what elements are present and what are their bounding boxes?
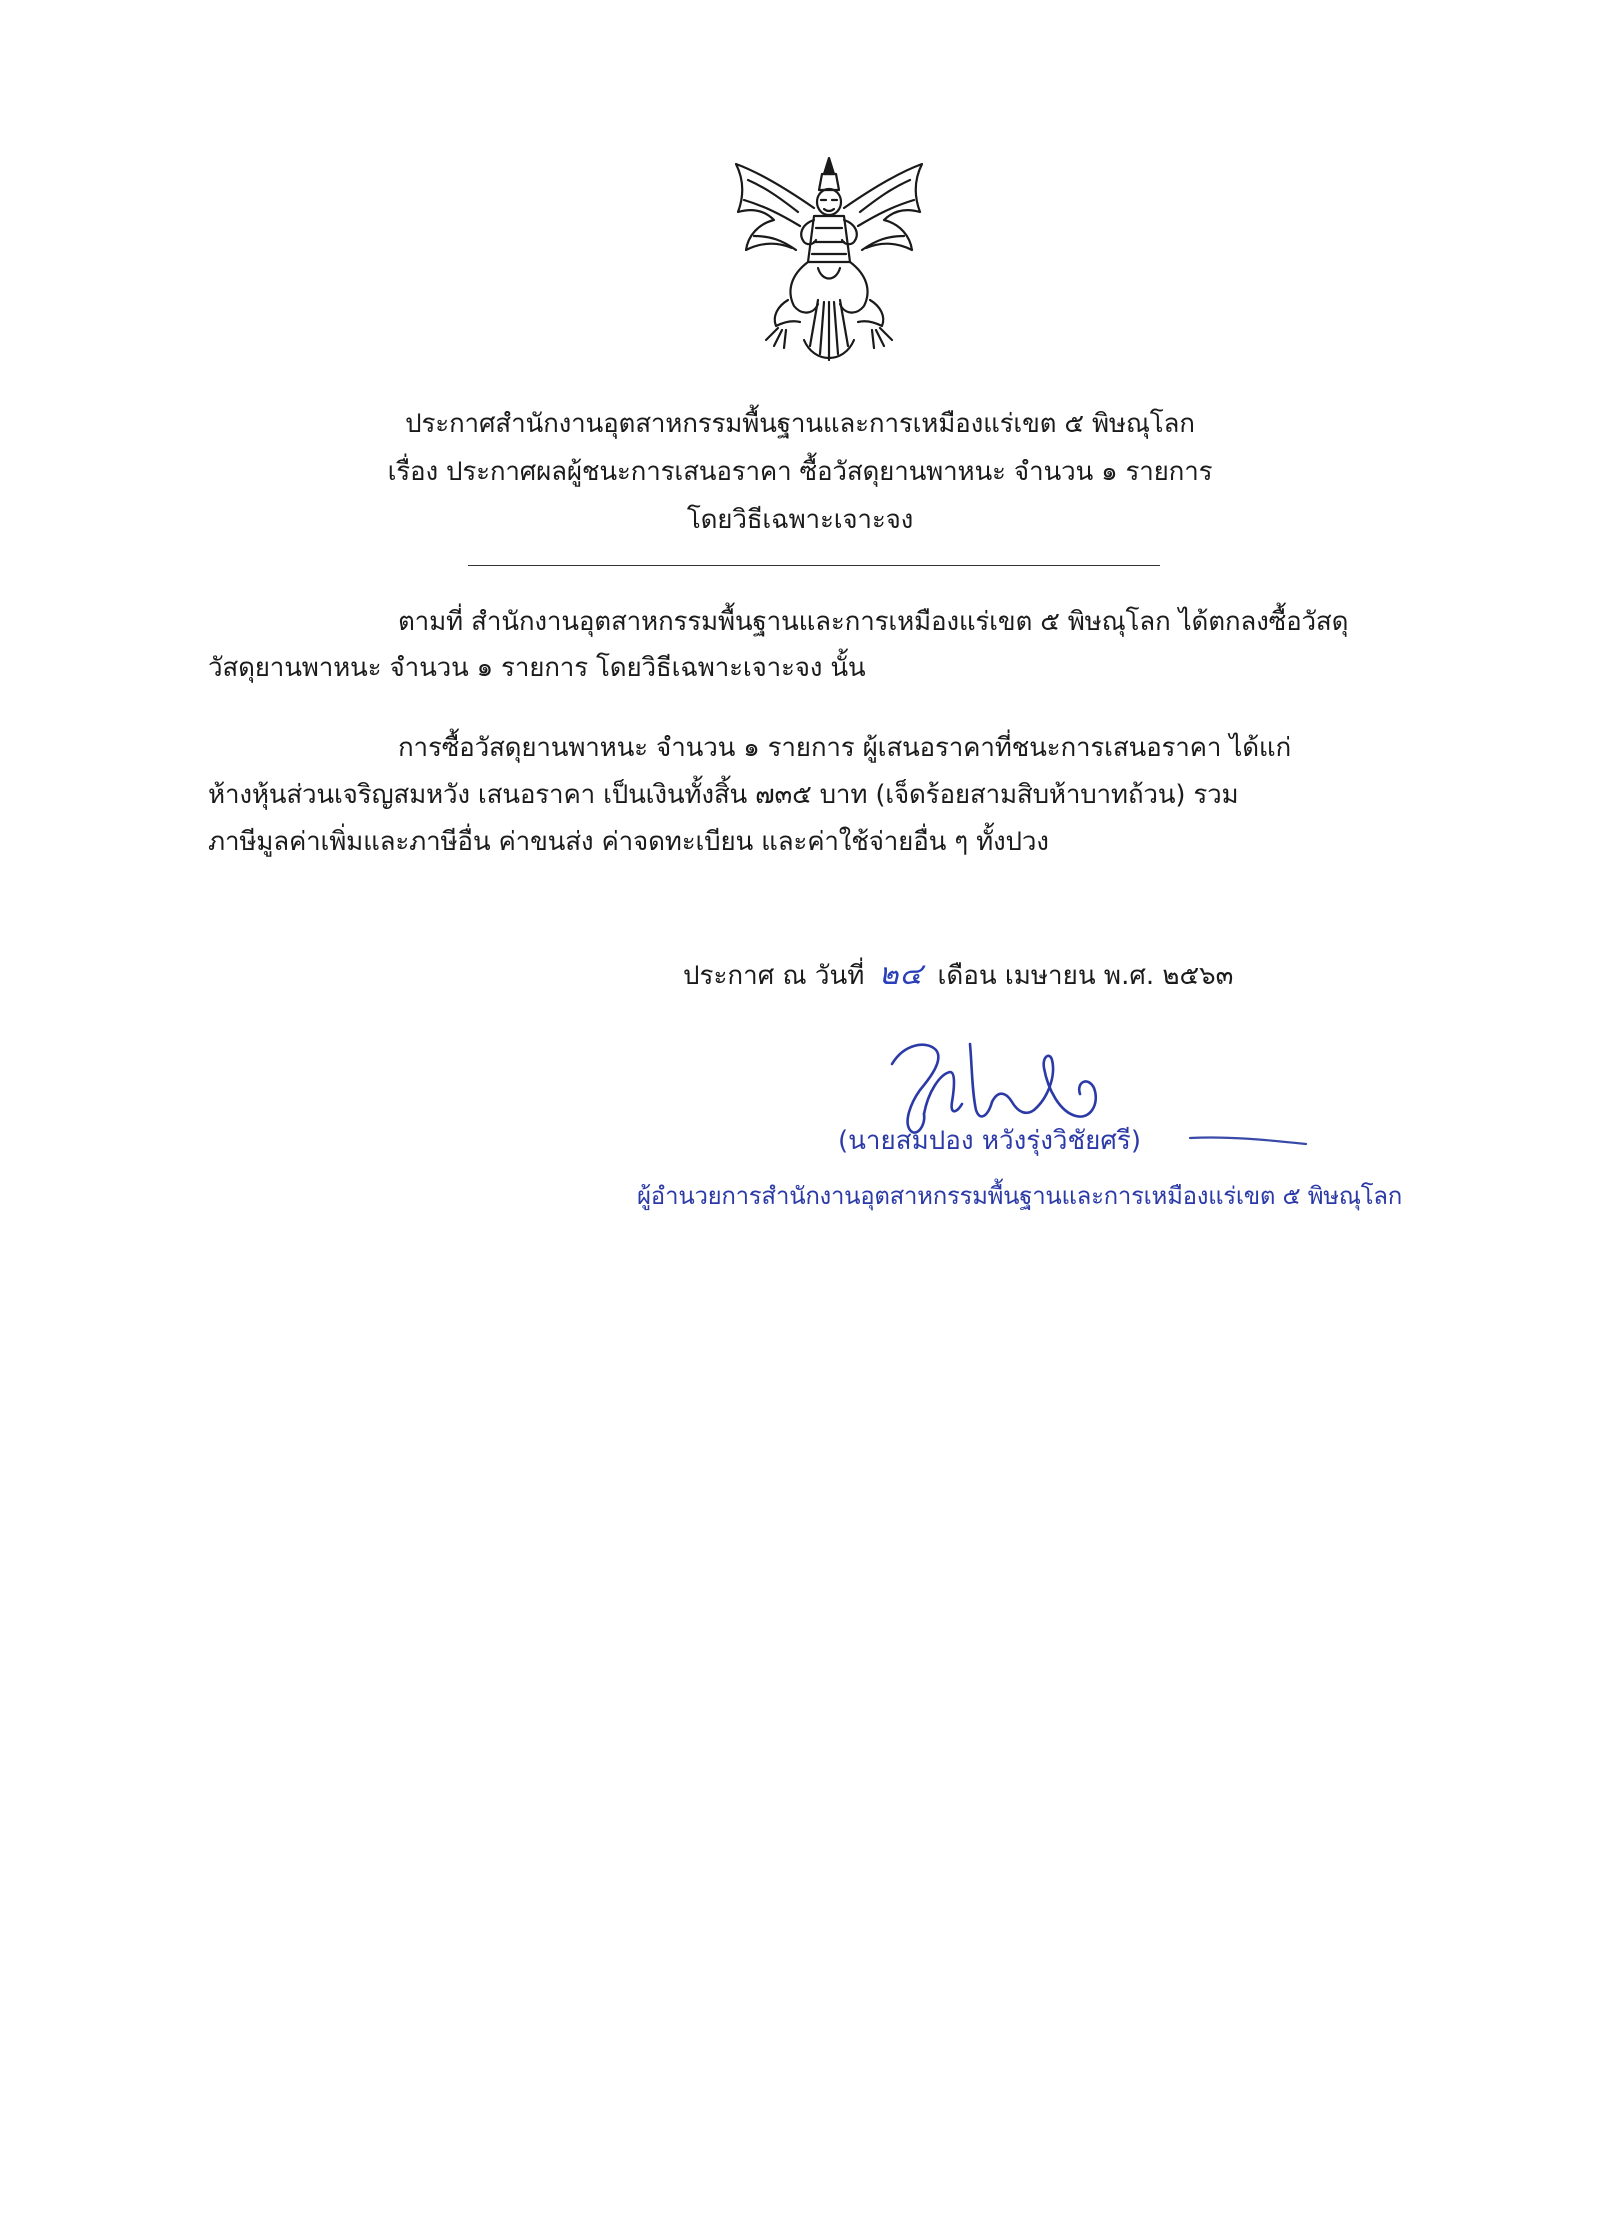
- announcement-title: ประกาศสำนักงานอุตสาหกรรมพื้นฐานและการเหมืองแร่เขต ๕ พิษณุโลก: [405, 409, 1195, 439]
- signer-name: (นายสมปอง หวังรุ่งวิชัยศรี): [838, 1126, 1142, 1156]
- paragraph-2-line-3: ภาษีมูลค่าเพิ่มและภาษีอื่น ค่าขนส่ง ค่าจดทะเบียน และค่าใช้จ่ายอื่น ๆ ทั้งปวง: [208, 827, 1049, 857]
- date-day-handwritten: ๒๔: [878, 957, 924, 992]
- date-prefix: ประกาศ ณ วันที่: [683, 961, 865, 991]
- garuda-emblem-icon: [718, 150, 940, 372]
- paragraph-1-line-1: ตามที่ สำนักงานอุตสาหกรรมพื้นฐานและการเหมืองแร่เขต ๕ พิษณุโลก ได้ตกลงซื้อวัสดุ: [398, 607, 1349, 637]
- paragraph-1-line-2: วัสดุยานพาหนะ จำนวน ๑ รายการ โดยวิธีเฉพาะเจาะจง นั้น: [208, 653, 866, 683]
- paragraph-2-line-1: การซื้อวัสดุยานพาหนะ จำนวน ๑ รายการ ผู้เสนอราคาที่ชนะการเสนอราคา ได้แก่: [398, 733, 1291, 763]
- date-suffix: เดือน เมษายน พ.ศ. ๒๕๖๓: [937, 961, 1234, 991]
- heading-divider: [468, 565, 1160, 566]
- pen-stroke-mark: [1188, 1132, 1308, 1148]
- paragraph-2-line-2: ห้างหุ้นส่วนเจริญสมหวัง เสนอราคา เป็นเงินทั้งสิ้น ๗๓๕ บาท (เจ็ดร้อยสามสิบห้าบาทถ้วน) รวม: [208, 780, 1239, 810]
- announcement-method: โดยวิธีเฉพาะเจาะจง: [686, 505, 914, 535]
- announcement-date: [683, 955, 1233, 996]
- announcement-subject: เรื่อง ประกาศผลผู้ชนะการเสนอราคา ซื้อวัสดุยานพาหนะ จำนวน ๑ รายการ: [387, 457, 1213, 487]
- signer-title: ผู้อำนวยการสำนักงานอุตสาหกรรมพื้นฐานและการเหมืองแร่เขต ๕ พิษณุโลก: [637, 1182, 1402, 1210]
